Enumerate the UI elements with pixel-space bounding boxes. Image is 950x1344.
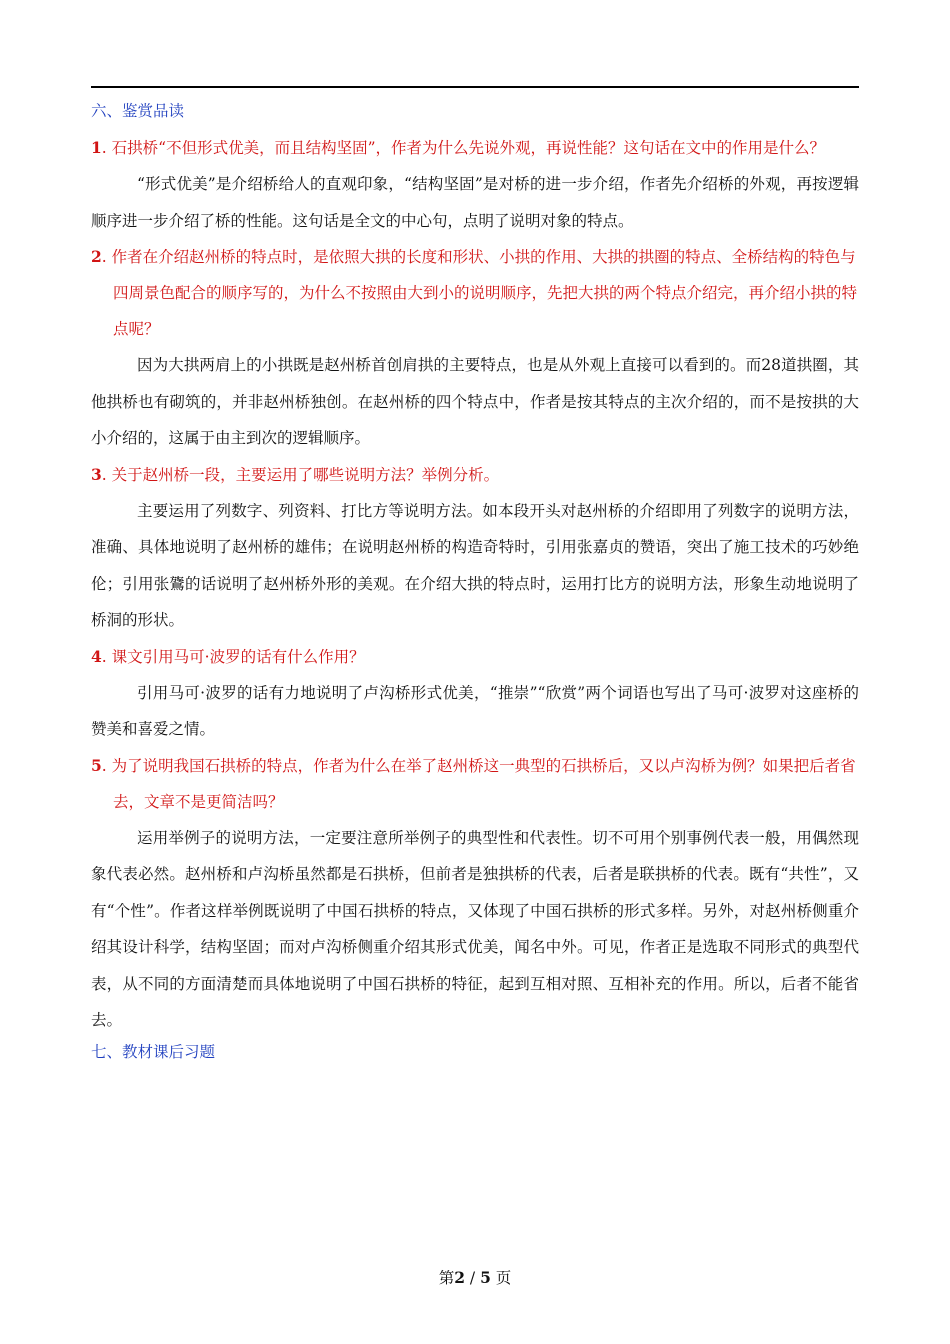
answer-1: “形式优美”是介绍桥给人的直观印象，“结构坚固”是对桥的进一步介绍，作者先介绍桥的外观，再按逻辑顺序进一步介绍了桥的性能。这句话是全文的中心句，点明了说明对象的特点。 xyxy=(91,175,859,230)
question-number: 2 xyxy=(91,247,102,266)
question-number: 5 xyxy=(91,755,102,775)
question-text: 关于赵州桥一段，主要运用了哪些说明方法？举例分析。 xyxy=(111,465,500,484)
answer-5: 运用举例子的说明方法，一定要注意所举例子的典型性和代表性。切不可用个别事例代表一般，用偶然现象代表必然。赵州桥和卢沟桥虽然都是石拱桥，但前者是独拱桥的代表，后者是联拱桥的代表。既有“共性”，又有“个性”。作者这样举例既说明了中国石拱桥的特点，又体现了中国石拱桥的形式多样。另外，对赵州桥侧重介绍其设计科学，结构坚固；而对卢沟桥侧重介绍其形式优美，闻名中外。可见，作者正是选取不同形式的典型代表，从不同的方面清楚而具体地说明了中国石拱桥的特征，起到互相对照、互相补充的作用。所以，后者不能省去。 xyxy=(91,828,859,1029)
footer-separator: / xyxy=(465,1269,481,1287)
total-pages-number: 5 xyxy=(480,1268,491,1287)
question-text: 石拱桥“不但形式优美，而且结构坚固”，作者为什么先说外观，再说性能？这句话在文中的作用是什么？ xyxy=(111,139,826,157)
page-footer xyxy=(0,1266,950,1288)
section-heading-seven: 七、教材课后习题 xyxy=(91,1042,216,1061)
question-text: 作者在介绍赵州桥的特点时，是依照大拱的长度和形状、小拱的作用、大拱的拱圈的特点、全桥结构的特色与四周景色配合的顺序写的，为什么不按照由大到小的说明顺序，先把大拱的两个特点介绍完，再介绍小拱的特点呢？ xyxy=(111,248,858,338)
current-page-number: 2 xyxy=(454,1268,465,1287)
answer-2: 因为大拱两肩上的小拱既是赵州桥首创肩拱的主要特点，也是从外观上直接可以看到的。而28道拱圈，其他拱桥也有砌筑的，并非赵州桥独创。在赵州桥的四个特点中，作者是按其特点的主次介绍的，而不是按拱的大小介绍的，这属于由主到次的逻辑顺序。 xyxy=(91,356,859,447)
section-heading-six: 六、鉴赏品读 xyxy=(91,102,185,120)
question-5: 5. 为了说明我国石拱桥的特点，作者为什么在举了赵州桥这一典型的石拱桥后，又以卢沟桥为例？如果把后者省去，文章不是更简洁吗？ xyxy=(91,755,856,811)
question-1: 1. 石拱桥“不但形式优美，而且结构坚固”，作者为什么先说外观，再说性能？这句话在文中的作用是什么？ xyxy=(91,138,826,157)
question-3: 3. 关于赵州桥一段，主要运用了哪些说明方法？举例分析。 xyxy=(91,464,500,484)
question-number: 3 xyxy=(91,464,102,484)
question-2: 2. 作者在介绍赵州桥的特点时，是依照大拱的长度和形状、小拱的作用、大拱的拱圈的特点、全桥结构的特色与四周景色配合的顺序写的，为什么不按照由大到小的说明顺序，先把大拱的两个特点介绍完，再介绍小拱的特点呢？ xyxy=(91,247,858,338)
question-4: 4. 课文引用马可·波罗的话有什么作用？ xyxy=(91,646,365,666)
question-number: 1 xyxy=(91,138,102,157)
document-body xyxy=(91,98,859,1071)
header-rule xyxy=(91,86,859,88)
question-text: 课文引用马可·波罗的话有什么作用？ xyxy=(111,647,365,666)
answer-4: 引用马可·波罗的话有力地说明了卢沟桥形式优美，“推崇”“欣赏”两个词语也写出了马可·波罗对这座桥的赞美和喜爱之情。 xyxy=(91,683,859,738)
footer-suffix: 页 xyxy=(490,1269,512,1287)
footer-prefix: 第 xyxy=(438,1269,455,1287)
answer-3: 主要运用了列数字、列资料、打比方等说明方法。如本段开头对赵州桥的介绍即用了列数字的说明方法，准确、具体地说明了赵州桥的雄伟；在说明赵州桥的构造奇特时，引用张嘉贞的赞语，突出了施工技术的巧妙绝伦；引用张鷟的话说明了赵州桥外形的美观。在介绍大拱的特点时，运用打比方的说明方法，形象生动地说明了桥洞的形状。 xyxy=(91,501,859,629)
question-text: 为了说明我国石拱桥的特点，作者为什么在举了赵州桥这一典型的石拱桥后，又以卢沟桥为例？如果把后者省去，文章不是更简洁吗？ xyxy=(111,756,856,811)
question-number: 4 xyxy=(91,646,102,666)
